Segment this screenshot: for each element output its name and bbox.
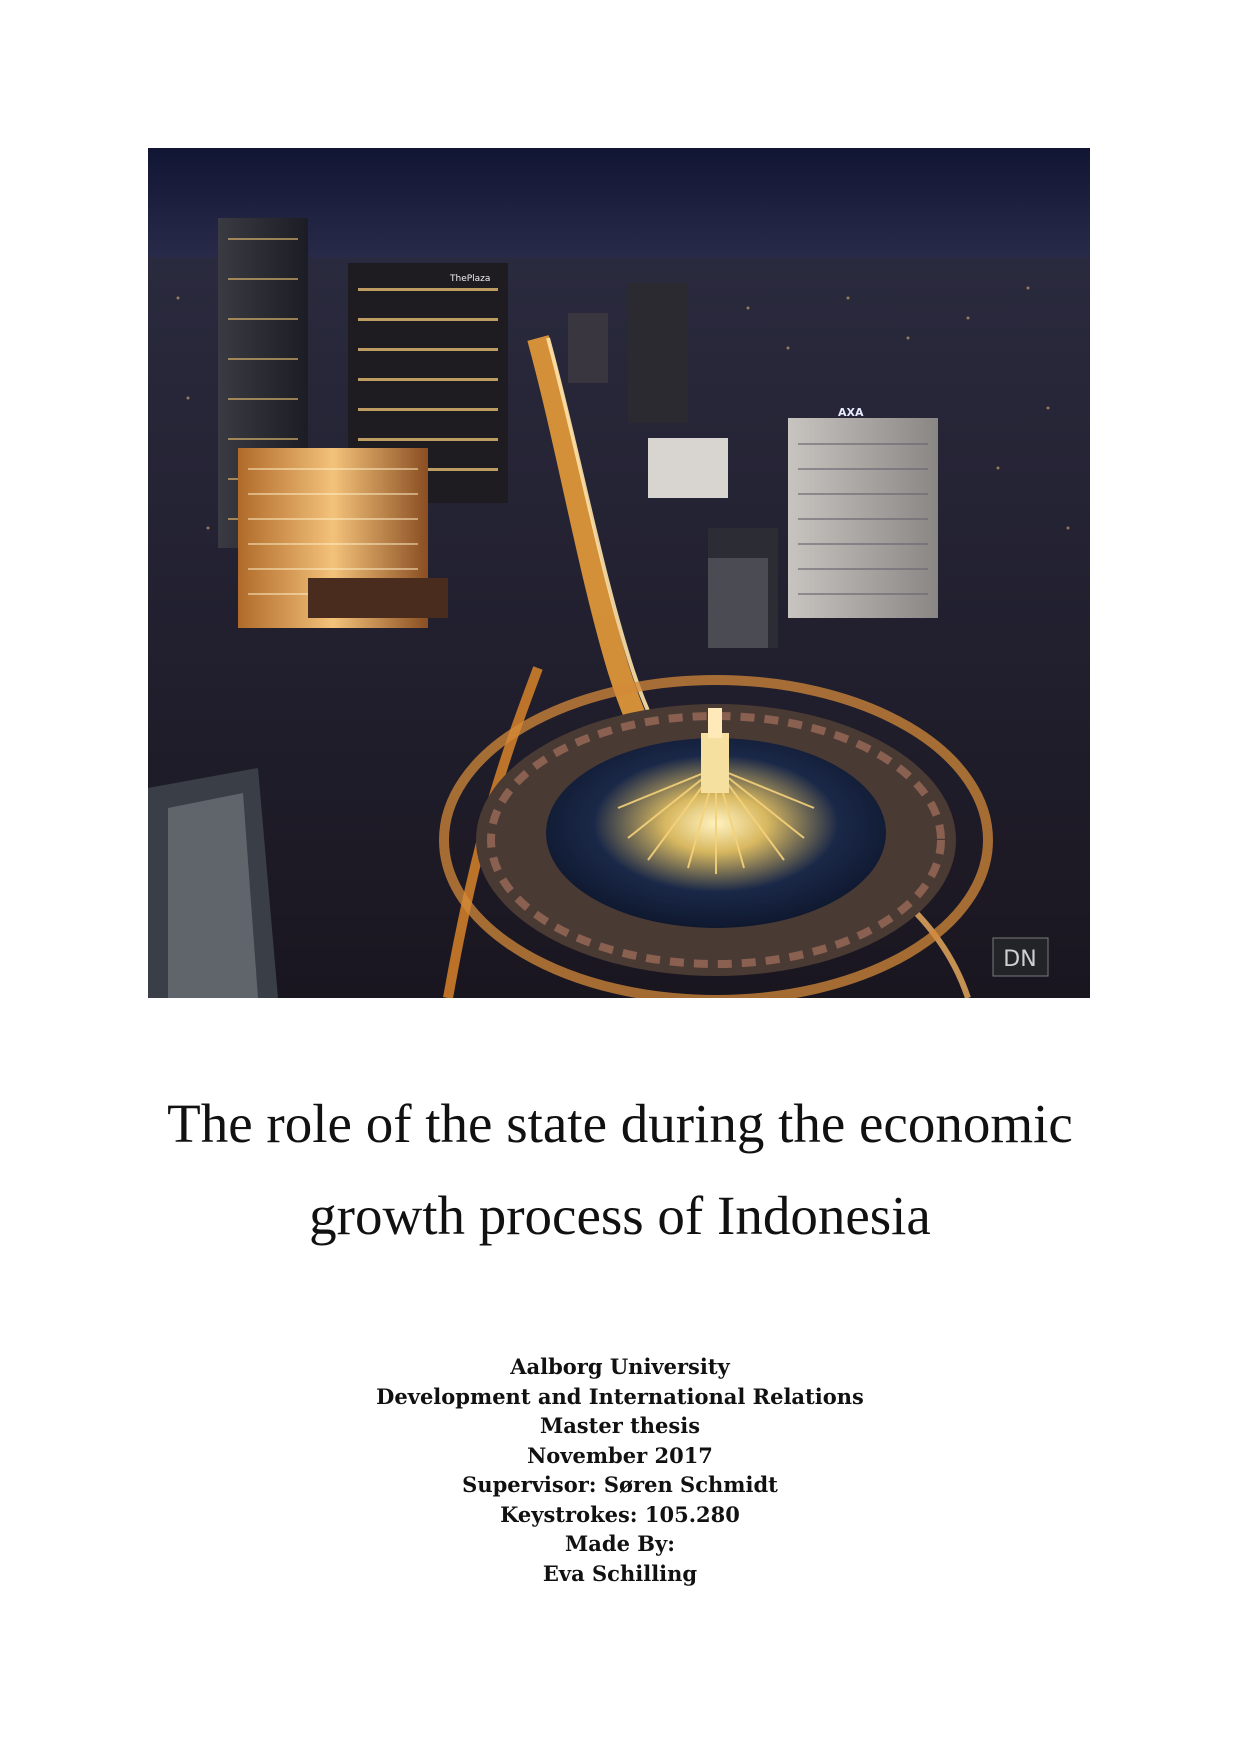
author-name: Eva Schilling [542,1560,698,1586]
thesis-type: Master thesis [539,1413,701,1438]
university-name: Aalborg University [510,1354,730,1379]
cover-photo [148,148,1090,998]
plaza-sign: ThePlaza [450,274,491,284]
thesis-info-block [250,1352,990,1588]
thesis-title [90,1078,1150,1262]
thesis-date: November 2017 [527,1442,713,1468]
title-line-2: growth process of Indonesia [309,1185,931,1246]
keystrokes: Keystrokes: 105.280 [500,1501,740,1527]
photo-watermark-logo: DN [1003,947,1037,972]
axa-sign: AXA [838,406,864,419]
title-line-1: The role of the state during the economic [167,1093,1073,1154]
made-by-label: Made By: [565,1531,675,1556]
city-night-aerial-photo [148,148,1090,998]
supervisor: Supervisor: Søren Schmidt [462,1472,778,1497]
program-name: Development and International Relations [376,1383,864,1409]
